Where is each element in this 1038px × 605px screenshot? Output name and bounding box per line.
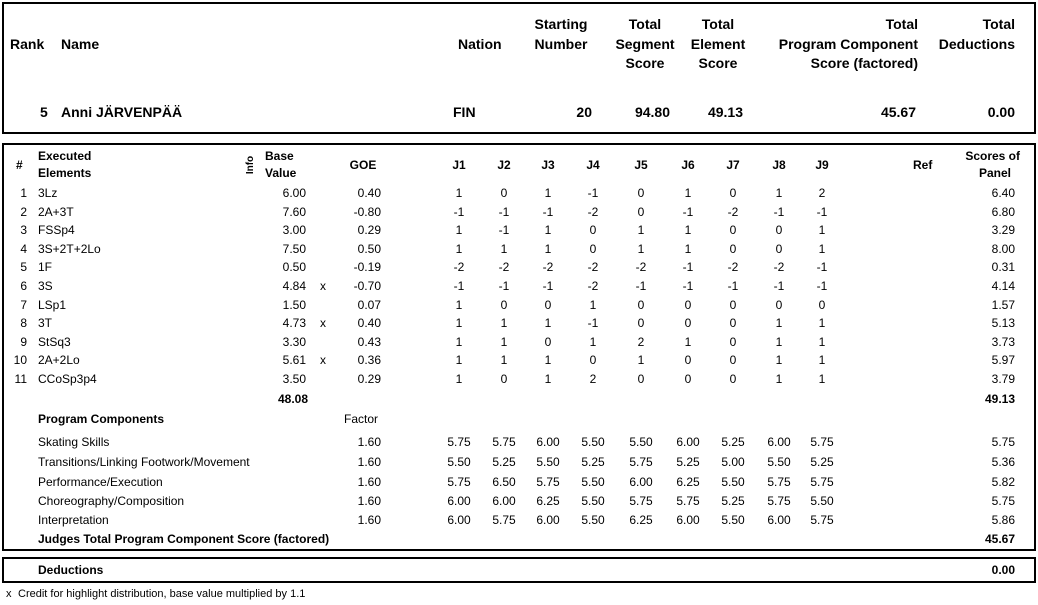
component-judge-score: 5.50 — [581, 435, 605, 449]
component-judge-score: 5.75 — [629, 494, 653, 508]
starting-number-header-2: Number — [534, 36, 588, 52]
pcs-header-3: Score (factored) — [810, 55, 918, 71]
skater-pcs-score: 45.67 — [880, 104, 916, 120]
element-judge-score: 0 — [729, 335, 737, 349]
element-judge-score: 0 — [729, 223, 737, 237]
element-judge-score: -1 — [773, 205, 785, 219]
deductions-box — [2, 557, 1036, 583]
executed-header-1: Executed — [38, 149, 92, 163]
element-judge-score: -2 — [453, 260, 465, 274]
element-judge-score: -2 — [587, 279, 599, 293]
element-judge-score: -2 — [727, 205, 739, 219]
component-panel-score: 5.36 — [991, 455, 1015, 469]
info-header: Info — [245, 155, 256, 175]
component-judge-score: 5.25 — [721, 494, 745, 508]
element-base-value: 7.50 — [282, 242, 306, 256]
element-judge-score: -1 — [773, 279, 785, 293]
element-judge-score: -1 — [453, 205, 465, 219]
element-name: LSp1 — [38, 298, 67, 312]
element-name: 3S+2T+2Lo — [38, 242, 101, 256]
element-judge-score: 0 — [729, 353, 737, 367]
element-panel-score: 6.80 — [991, 205, 1015, 219]
element-judge-score: -1 — [542, 279, 554, 293]
component-judge-score: 6.25 — [536, 494, 560, 508]
component-panel-score: 5.86 — [991, 513, 1015, 527]
element-name: 2A+3T — [38, 205, 74, 219]
element-number: 2 — [20, 205, 27, 219]
element-judge-score: 0 — [544, 335, 552, 349]
element-judge-score: 0 — [637, 298, 645, 312]
name-header: Name — [61, 36, 100, 52]
component-name: Choreography/Composition — [38, 494, 185, 508]
deductions-label: Deductions — [38, 563, 104, 577]
element-judge-score: 1 — [684, 223, 692, 237]
component-judge-score: 5.75 — [767, 494, 791, 508]
judge-header-2: J2 — [497, 158, 511, 172]
element-number: 10 — [13, 353, 27, 367]
element-panel-score: 1.57 — [991, 298, 1015, 312]
component-judge-score: 6.00 — [767, 435, 791, 449]
element-judge-score: -1 — [682, 205, 694, 219]
component-factor: 1.60 — [357, 475, 381, 489]
element-goe: 0.50 — [357, 242, 381, 256]
element-goe: 0.40 — [357, 186, 381, 200]
nation-header: Nation — [458, 36, 502, 52]
element-judge-score: 1 — [818, 223, 826, 237]
component-judge-score: 5.75 — [767, 475, 791, 489]
element-info: x — [320, 316, 326, 330]
element-judge-score: 1 — [589, 335, 597, 349]
element-name: 1F — [38, 260, 53, 274]
element-judge-score: 1 — [455, 316, 463, 330]
element-judge-score: 0 — [637, 205, 645, 219]
element-judge-score: 1 — [544, 186, 552, 200]
components-header: Program Components — [38, 412, 165, 426]
element-judge-score: 1 — [818, 353, 826, 367]
element-goe: 0.29 — [357, 223, 381, 237]
element-judge-score: 0 — [637, 186, 645, 200]
element-judge-score: -1 — [453, 279, 465, 293]
judge-header-4: J4 — [586, 158, 600, 172]
element-score-header-2: Element — [690, 36, 746, 52]
element-base-value: 7.60 — [282, 205, 306, 219]
pcs-header-2: Program Component — [778, 36, 918, 52]
component-factor: 1.60 — [357, 455, 381, 469]
element-judge-score: 1 — [544, 372, 552, 386]
component-judge-score: 6.00 — [767, 513, 791, 527]
deductions-header-2: Deductions — [938, 36, 1015, 52]
judge-header-3: J3 — [541, 158, 555, 172]
component-judge-score: 5.50 — [536, 455, 560, 469]
element-base-value: 0.50 — [282, 260, 306, 274]
element-judge-score: 1 — [818, 316, 826, 330]
component-judge-score: 6.25 — [676, 475, 700, 489]
element-number: 5 — [20, 260, 27, 274]
element-judge-score: -2 — [773, 260, 785, 274]
element-goe: 0.29 — [357, 372, 381, 386]
element-judge-score: 1 — [637, 353, 645, 367]
starting-number-header-1: Starting — [534, 16, 588, 32]
element-judge-score: 1 — [500, 353, 508, 367]
element-goe: -0.80 — [353, 205, 381, 219]
segment-score-header-3: Score — [625, 55, 665, 71]
element-score-header-1: Total — [701, 16, 735, 32]
element-judge-score: -1 — [635, 279, 647, 293]
element-judge-score: 0 — [775, 298, 783, 312]
element-judge-score: 2 — [818, 186, 826, 200]
judge-header-1: J1 — [452, 158, 466, 172]
component-judge-score: 5.50 — [721, 475, 745, 489]
component-name: Transitions/Linking Footwork/Movement — [38, 455, 250, 469]
component-judge-score: 5.75 — [810, 475, 834, 489]
ref-header: Ref — [913, 158, 933, 172]
element-judge-score: -1 — [727, 279, 739, 293]
element-name: CCoSp3p4 — [38, 372, 97, 386]
judge-header-9: J9 — [815, 158, 829, 172]
element-judge-score: 1 — [455, 372, 463, 386]
component-factor: 1.60 — [357, 513, 381, 527]
element-judge-score: -2 — [498, 260, 510, 274]
element-judge-score: -1 — [542, 205, 554, 219]
component-judge-score: 5.50 — [629, 435, 653, 449]
component-judge-score: 5.50 — [447, 455, 471, 469]
element-judge-score: 1 — [684, 242, 692, 256]
element-judge-score: 0 — [637, 316, 645, 330]
element-judge-score: 0 — [775, 223, 783, 237]
element-judge-score: 0 — [589, 353, 597, 367]
element-panel-score: 4.14 — [991, 279, 1015, 293]
element-number: 3 — [20, 223, 27, 237]
skater-deductions: 0.00 — [987, 104, 1015, 120]
element-judge-score: -1 — [682, 279, 694, 293]
element-number: 6 — [20, 279, 27, 293]
element-judge-score: 0 — [544, 298, 552, 312]
element-goe: -0.70 — [353, 279, 381, 293]
element-panel-score: 0.31 — [991, 260, 1015, 274]
element-name: 3S — [38, 279, 53, 293]
rank-header: Rank — [10, 36, 45, 52]
component-judge-score: 6.00 — [629, 475, 653, 489]
element-judge-score: 0 — [775, 242, 783, 256]
skater-segment-score: 94.80 — [634, 104, 670, 120]
element-info: x — [320, 353, 326, 367]
num-header: # — [16, 158, 23, 172]
component-judge-score: 5.75 — [810, 513, 834, 527]
element-number: 1 — [20, 186, 27, 200]
panel-header-2: Panel — [978, 166, 1011, 180]
component-judge-score: 5.50 — [581, 475, 605, 489]
element-number: 4 — [20, 242, 27, 256]
element-info: x — [320, 279, 326, 293]
element-panel-score: 6.40 — [991, 186, 1015, 200]
element-score-header-3: Score — [698, 55, 738, 71]
element-judge-score: 1 — [455, 186, 463, 200]
component-judge-score: 6.25 — [629, 513, 653, 527]
element-judge-score: 1 — [775, 316, 783, 330]
element-base-value: 6.00 — [282, 186, 306, 200]
element-judge-score: 0 — [500, 372, 508, 386]
component-judge-score: 5.75 — [810, 435, 834, 449]
element-judge-score: 0 — [729, 242, 737, 256]
element-judge-score: 0 — [637, 372, 645, 386]
component-factor: 1.60 — [357, 435, 381, 449]
element-judge-score: 0 — [589, 223, 597, 237]
element-number: 11 — [14, 372, 27, 386]
component-judge-score: 5.75 — [492, 435, 516, 449]
component-name: Performance/Execution — [38, 475, 163, 489]
element-base-value: 3.30 — [282, 335, 306, 349]
component-judge-score: 5.75 — [629, 455, 653, 469]
component-judge-score: 6.00 — [492, 494, 516, 508]
component-judge-score: 6.00 — [536, 513, 560, 527]
element-judge-score: 0 — [818, 298, 826, 312]
element-judge-score: -2 — [542, 260, 554, 274]
element-judge-score: -1 — [587, 186, 599, 200]
component-name: Interpretation — [38, 513, 109, 527]
element-judge-score: 1 — [500, 335, 508, 349]
element-judge-score: 1 — [589, 298, 597, 312]
element-judge-score: 1 — [500, 316, 508, 330]
element-judge-score: -1 — [816, 205, 828, 219]
element-judge-score: 1 — [775, 353, 783, 367]
segment-score-header-2: Segment — [615, 36, 675, 52]
skater-element-score: 49.13 — [707, 104, 743, 120]
element-base-value: 1.50 — [282, 298, 306, 312]
element-base-value: 3.50 — [282, 372, 306, 386]
element-base-value: 4.73 — [282, 316, 306, 330]
component-judge-score: 6.00 — [447, 513, 471, 527]
element-judge-score: 0 — [729, 186, 737, 200]
element-judge-score: 0 — [500, 298, 508, 312]
element-judge-score: 0 — [684, 298, 692, 312]
element-base-value: 5.61 — [282, 353, 306, 367]
component-judge-score: 6.00 — [676, 435, 700, 449]
element-goe: 0.43 — [357, 335, 381, 349]
pcs-total-label: Judges Total Program Component Score (factored) — [38, 532, 330, 546]
elements-total-base: 48.08 — [277, 392, 308, 406]
component-judge-score: 5.75 — [447, 475, 471, 489]
element-judge-score: -1 — [498, 279, 510, 293]
segment-score-header-1: Total — [628, 16, 662, 32]
element-number: 7 — [20, 298, 27, 312]
element-judge-score: -1 — [498, 205, 510, 219]
element-judge-score: 1 — [544, 242, 552, 256]
judge-header-8: J8 — [772, 158, 786, 172]
element-judge-score: 1 — [544, 316, 552, 330]
deductions-value: 0.00 — [991, 563, 1015, 577]
executed-header-2: Elements — [38, 166, 92, 180]
element-base-value: 3.00 — [282, 223, 306, 237]
element-panel-score: 5.97 — [991, 353, 1015, 367]
component-judge-score: 5.75 — [447, 435, 471, 449]
skater-starting-number: 20 — [576, 104, 592, 120]
component-panel-score: 5.82 — [991, 475, 1015, 489]
element-judge-score: -2 — [635, 260, 647, 274]
component-judge-score: 5.50 — [721, 513, 745, 527]
element-judge-score: 0 — [684, 316, 692, 330]
element-judge-score: 1 — [455, 242, 463, 256]
component-judge-score: 5.25 — [810, 455, 834, 469]
element-judge-score: -1 — [816, 260, 828, 274]
component-judge-score: 5.25 — [676, 455, 700, 469]
element-judge-score: -1 — [587, 316, 599, 330]
element-panel-score: 3.79 — [991, 372, 1015, 386]
element-name: 2A+2Lo — [38, 353, 80, 367]
element-judge-score: 1 — [500, 242, 508, 256]
element-judge-score: 2 — [637, 335, 645, 349]
element-judge-score: -1 — [498, 223, 510, 237]
element-goe: 0.40 — [357, 316, 381, 330]
element-judge-score: 1 — [775, 335, 783, 349]
component-judge-score: 5.00 — [721, 455, 745, 469]
element-goe: 0.07 — [357, 298, 381, 312]
goe-header: GOE — [349, 158, 377, 172]
element-judge-score: 1 — [775, 372, 783, 386]
pcs-header-1: Total — [885, 16, 918, 32]
element-judge-score: -1 — [816, 279, 828, 293]
judge-header-6: J6 — [681, 158, 695, 172]
element-judge-score: 0 — [589, 242, 597, 256]
judge-header-7: J7 — [726, 158, 740, 172]
element-judge-score: 1 — [455, 335, 463, 349]
pcs-total-value: 45.67 — [984, 532, 1015, 546]
element-judge-score: 1 — [818, 242, 826, 256]
footnote-text: Credit for highlight distribution, base value multiplied by 1.1 — [18, 588, 306, 600]
component-name: Skating Skills — [38, 435, 110, 449]
base-header-1: Base — [265, 149, 294, 163]
element-panel-score: 8.00 — [991, 242, 1015, 256]
element-judge-score: 0 — [500, 186, 508, 200]
elements-total-score: 49.13 — [984, 392, 1015, 406]
skater-nation: FIN — [453, 104, 476, 120]
element-judge-score: 1 — [684, 335, 692, 349]
element-judge-score: -2 — [727, 260, 739, 274]
element-judge-score: 1 — [818, 372, 826, 386]
factor-header: Factor — [344, 412, 379, 426]
component-judge-score: 6.00 — [676, 513, 700, 527]
skater-rank: 5 — [40, 104, 48, 120]
element-judge-score: 1 — [455, 298, 463, 312]
component-judge-score: 5.75 — [492, 513, 516, 527]
element-judge-score: 1 — [684, 186, 692, 200]
element-judge-score: -2 — [587, 205, 599, 219]
element-name: 3T — [38, 316, 53, 330]
element-panel-score: 3.73 — [991, 335, 1015, 349]
component-judge-score: 5.50 — [767, 455, 791, 469]
element-judge-score: 1 — [544, 353, 552, 367]
element-judge-score: 1 — [455, 223, 463, 237]
element-number: 9 — [20, 335, 27, 349]
element-judge-score: 0 — [729, 316, 737, 330]
element-judge-score: 1 — [455, 353, 463, 367]
component-judge-score: 5.25 — [581, 455, 605, 469]
component-judge-score: 6.00 — [536, 435, 560, 449]
component-judge-score: 5.75 — [676, 494, 700, 508]
component-judge-score: 5.50 — [581, 494, 605, 508]
component-judge-score: 5.50 — [810, 494, 834, 508]
component-judge-score: 6.50 — [492, 475, 516, 489]
component-panel-score: 5.75 — [991, 494, 1015, 508]
component-factor: 1.60 — [357, 494, 381, 508]
component-judge-score: 5.50 — [581, 513, 605, 527]
element-number: 8 — [20, 316, 27, 330]
element-goe: 0.36 — [357, 353, 381, 367]
element-judge-score: 1 — [637, 223, 645, 237]
element-judge-score: 1 — [818, 335, 826, 349]
component-judge-score: 5.25 — [721, 435, 745, 449]
component-judge-score: 5.75 — [536, 475, 560, 489]
component-panel-score: 5.75 — [991, 435, 1015, 449]
element-panel-score: 5.13 — [991, 316, 1015, 330]
element-name: StSq3 — [38, 335, 71, 349]
element-judge-score: 0 — [729, 298, 737, 312]
element-name: FSSp4 — [38, 223, 75, 237]
element-panel-score: 3.29 — [991, 223, 1015, 237]
element-judge-score: 0 — [729, 372, 737, 386]
panel-header-1: Scores of — [965, 149, 1020, 163]
element-judge-score: 0 — [684, 353, 692, 367]
element-judge-score: -2 — [587, 260, 599, 274]
skater-name: Anni JÄRVENPÄÄ — [61, 104, 183, 120]
element-judge-score: 1 — [544, 223, 552, 237]
element-judge-score: -1 — [682, 260, 694, 274]
element-goe: -0.19 — [353, 260, 381, 274]
element-judge-score: 0 — [684, 372, 692, 386]
base-header-2: Value — [265, 166, 297, 180]
component-judge-score: 5.25 — [492, 455, 516, 469]
element-judge-score: 1 — [775, 186, 783, 200]
deductions-header-1: Total — [982, 16, 1015, 32]
component-judge-score: 6.00 — [447, 494, 471, 508]
element-base-value: 4.84 — [282, 279, 306, 293]
element-judge-score: 1 — [637, 242, 645, 256]
element-judge-score: 2 — [589, 372, 597, 386]
element-name: 3Lz — [38, 186, 58, 200]
footnote-mark: x — [6, 588, 12, 600]
judge-header-5: J5 — [634, 158, 648, 172]
